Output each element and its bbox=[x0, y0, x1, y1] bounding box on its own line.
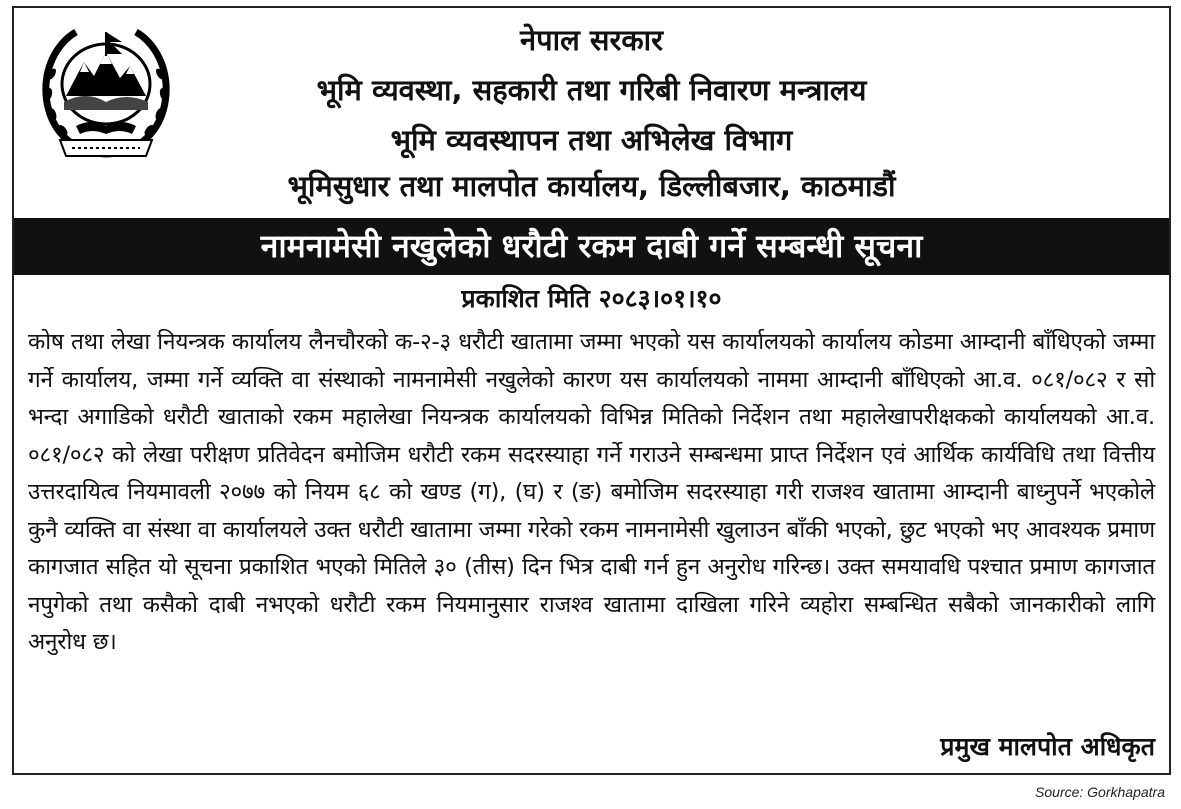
notice-body: कोष तथा लेखा नियन्त्रक कार्यालय लैनचौरको क-२-३ धरौटी खातामा जम्मा भएको यस कार्यालयको कार्यालय कोडमा आम्दानी बाँधिएको जम्मा गर्ने कार्यालय, जम्मा गर्ने व्यक्ति वा संस्थाको नामनामेसी नखुलेको कारण यस कार्यालयको नाममा आम्दानी बाँधिएको आ.व. ०८१/०८२ र सो भन्दा अगाडिको धरौटी खाताको रकम महालेखा नियन्त्रक कार्यालयको विभिन्न मितिको निर्देशन तथा महालेखापरीक्षकको कार्यालयको आ.व. ०८१/०८२ को लेखा परीक्षण प्रतिवेदन बमोजिम धरौटी रकम सदरस्याहा गर्ने गराउने सम्बन्धमा प्राप्त निर्देशन एवं आर्थिक कार्यविधि तथा वित्तीय उत्तरदायित्व नियमावली २०७७ को नियम ६८ को खण्ड (ग), (घ) र (ङ) बमोजिम सदरस्याहा गरी राजश्व खातामा आम्दानी बाध्नुपर्ने भएकोले कुनै व्यक्ति वा संस्था वा कार्यालयले उक्त धरौटी खातामा जम्मा गरेको रकम नामनामेसी खुलाउन बाँकी भएको, छुट भएको भए आवश्यक प्रमाण कागजात सहित यो सूचना प्रकाशित भएको मितिले ३० (तीस) दिन भित्र दाबी गर्न हुन अनुरोध गरिन्छ। उक्त समयावधि पश्चात प्रमाण कागजात नपुगेको तथा कसैको दाबी नभएको धरौटी रकम नियमानुसार राजश्व खातामा दाखिला गरिने व्यहोरा सम्बन्धित सबैको जानकारीको लागि अनुरोध छ। bbox=[28, 329, 1155, 655]
signature-title: प्रमुख मालपोत अधिकृत bbox=[940, 732, 1155, 761]
department-name: भूमि व्यवस्थापन तथा अभिलेख विभाग bbox=[390, 123, 793, 157]
office-name: भूमिसुधार तथा मालपोत कार्यालय, डिल्लीबजार, काठमाडौं bbox=[287, 169, 896, 203]
government-name: नेपाल सरकार bbox=[520, 23, 663, 57]
notice-frame bbox=[12, 6, 1171, 775]
notice-header bbox=[14, 8, 1169, 218]
ministry-name: भूमि व्यवस्था, सहकारी तथा गरिबी निवारण मन्त्रालय bbox=[316, 73, 867, 107]
publish-date: प्रकाशित मिति २०८३।०१।१० bbox=[461, 284, 722, 313]
notice-title: नामनामेसी नखुलेको धरौटी रकम दाबी गर्ने सम्बन्धी सूचना bbox=[14, 218, 1169, 275]
source-credit: Source: Gorkhapatra bbox=[1035, 784, 1165, 800]
